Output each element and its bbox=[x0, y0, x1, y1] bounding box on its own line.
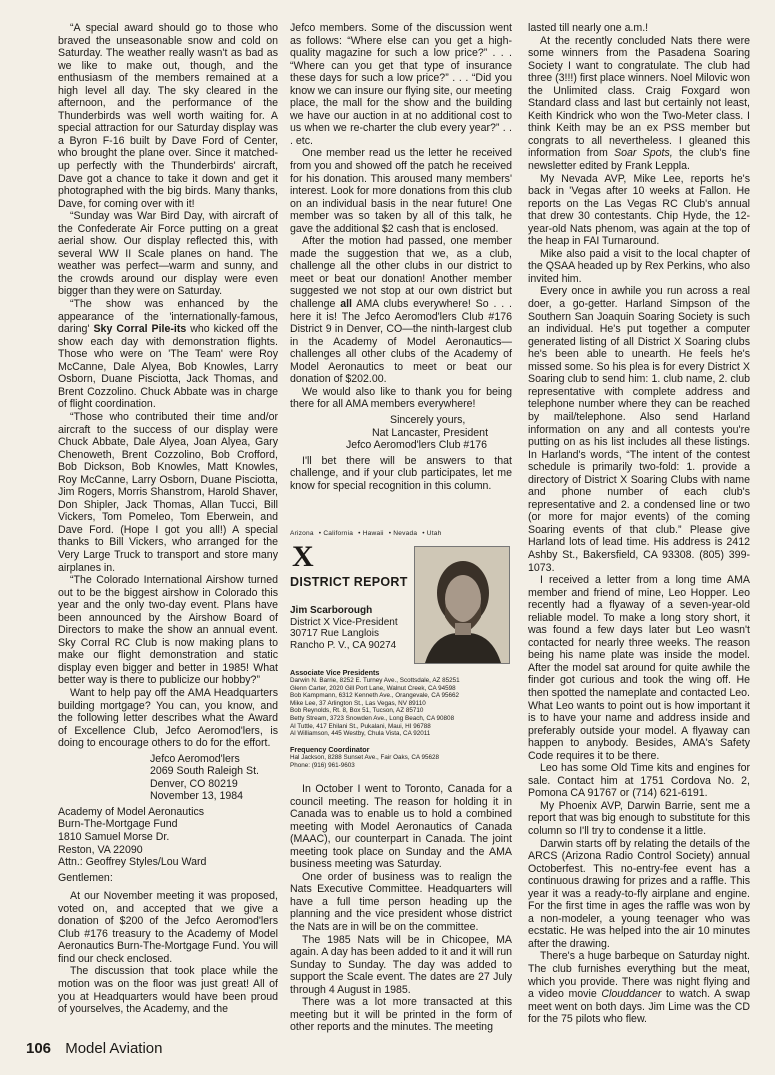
paragraph: In October I went to Toronto, Canada for a council meeting. The reason for holding it in Canada was to enable us to hold a combined meeting with Model Aeronautics of Canada (MAAC), our counterpart in Canada. The joint meeting took place on Sunday and the AMA business meeting was Saturday. bbox=[290, 783, 512, 871]
district-report-box bbox=[290, 530, 512, 769]
column-middle-top bbox=[290, 22, 512, 527]
district-letter: X bbox=[292, 540, 314, 573]
paragraph: My Nevada AVP, Mike Lee, reports he's back in 'Vegas after 10 weeks at Fallon. He reports on the Las Vegas RC Club's annual that drew 30 contestants. Chip Hyde, the 12-year-old Nats phenom, was again at the top of the heap in FAI Turnaround. bbox=[528, 172, 750, 248]
vice-president-info: Jim Scarborough District X Vice-President 30717 Rue Langlois Rancho P. V., CA 90274 bbox=[290, 605, 398, 651]
paragraph: After the motion had passed, one member made the suggestion that we, as a club, challenge all the other clubs in our district to meet or beat our donation! Another member suggested we not stop at our own district but challenge all AMA clubs everywhere! So . . . here it is! The Jefco Aeromod'lers Club #176 District 9 in Denver, CO—the ninth-largest club in the Academy of Model Aeronautics—challenges all other clubs of the Academy of Model Aeronautics to meet or beat our donation of $202.00. bbox=[290, 235, 512, 386]
salutation: Gentlemen: bbox=[58, 871, 113, 884]
paragraph: The discussion that took place while the motion was on the floor was just great! All of you at Headquarters would have been proud of yourselves, the Academy, and the bbox=[58, 965, 278, 1016]
paragraph: I received a letter from a long time AMA member and friend of mine, Leo Hopper. Leo recently had a flyaway of a seven-year-old reliable model. To make a long story short, it was found a few days later but Leo wasn't contacted for nearly three weeks. The reason being his name plate was inside the model. After the model sat around for quite awhile the finder got curious and took the wing off. He then spotted the nameplate and contacted Leo. What Leo wants to point out is how important it is to have your name and address inside and preferably outside your model. A flyaway can happen to anybody. Besides, AMA's Safety Code requires it to be there. bbox=[528, 574, 750, 762]
paragraph: “A special award should go to those who braved the unseasonable snow and cold on Saturday. The weather really wasn't as bad as we like to make out, though, and the enthusiasm of the members remained at a high level all day. The sky cleared in the afternoon, and the performance of the Thunderbirds was well worth waiting for. A special attraction for our Saturday display was a Byron F-16 built by Dave Ford of Center, who brought the plane over. Since it matched-up perfectly with the Thunderbirds' aircraft, Dave got a chance to take it down and get it photographed with the big birds. Many thanks, Dave, for coming over with it! bbox=[58, 22, 278, 210]
paragraph: Mike also paid a visit to the local chapter of the QSAA headed up by Rex Perkins, who also invited him. bbox=[528, 247, 750, 285]
page-number: 106 bbox=[26, 1040, 52, 1057]
report-title: DISTRICT REPORT bbox=[290, 575, 408, 589]
column-middle-bottom bbox=[290, 783, 512, 1033]
club-name-highlight: Sky Corral Pile-its bbox=[93, 323, 187, 336]
page-footer bbox=[26, 1040, 163, 1057]
paragraph: I'll bet there will be answers to that challenge, and if your club participates, let me know for special recognition in this column. bbox=[290, 454, 512, 492]
paragraph: The 1985 Nats will be in Chicopee, MA again. A day has been added to it and it will run Sunday to Sunday. The day was added to support the Scale event. The dates are 27 July through 4 August in 1985. bbox=[290, 933, 512, 996]
associate-vps: Associate Vice Presidents Darwin N. Barrie, 8252 E. Turney Ave., Scottsdale, AZ 85251 Glenn Carter, 2020 Gill Port Lane, Walnut Creek, CA 94598 Bob Kampmann, 6312 Kenneth Ave., Orangevale, CA 95662 Mike Lee, 37 Arlington St., Las Vegas, NV 89110 Bob Reynolds, Rt. 8, Box 51, Tucson, AZ 85710 Betty Stream, 3723 Snowden Ave., Long Beach, CA 90808 Al Tuttle, 417 Ehilani St., Pukalani, Maui, HI 96788 Al Williamson, 445 Westby, Chula Vista, CA 92011 bbox=[290, 668, 460, 738]
magazine-name: Model Aviation bbox=[65, 1040, 163, 1057]
paragraph: One order of business was to realign the Nats Executive Committee. Headquarters will have a full time person heading up the planning and the vice president whose district the Nats are in will be on the committee. bbox=[290, 870, 512, 934]
paragraph: There was a lot more transacted at this meeting but it will be printed in the form of other reports and the minutes. The meeting bbox=[290, 996, 512, 1033]
frequency-coordinator: Frequency Coordinator Hal Jackson, 8288 Sunset Ave., Fair Oaks, CA 95628 Phone: (916) 961-9603 bbox=[290, 745, 439, 769]
paragraph: My Phoenix AVP, Darwin Barrie, sent me a report that was big enough to substitute for this column so I'll try to condense it a little. bbox=[528, 799, 750, 837]
paragraph: Want to help pay off the AMA Headquarters building mortgage? You can, you know, and the following letter describes what the Award of Excellence Club, Jefco Aeromod'lers, is doing to encourage others to do for the effort. bbox=[58, 686, 278, 750]
states-list: Arizona • California • Hawaii • Nevada • Utah bbox=[290, 530, 442, 537]
paragraph: At our November meeting it was proposed, voted on, and accepted that we give a donation of $200 of the Jefco Aeromod'lers Club #176 treasury to the Academy of Model Aeronautics Burn-The-Mortgage Fund. You will find our check enclosed. bbox=[58, 890, 278, 965]
author-photo bbox=[414, 546, 510, 664]
sender-address: Jefco Aeromod'lers 2069 South Raleigh St. Denver, CO 80219 November 13, 1984 bbox=[150, 752, 259, 803]
paragraph: We would also like to thank you for being there for all AMA members everywhere! bbox=[290, 385, 512, 411]
paragraph: Jefco members. Some of the discussion went as follows: “Where else can you get a high-quality magazine for such a low price?” . . . “Where can you get that type of insurance these days for such a low price?” . . . “Did you know we can insure our flying site, our meeting place, the mall for the show and the building we have our auction in at no additional cost to us when we re-charter the club every year?” . . . etc. bbox=[290, 22, 512, 147]
column-right bbox=[528, 22, 750, 1032]
recipient-address: Academy of Model Aeronautics Burn-The-Mortgage Fund 1810 Samuel Morse Dr. Reston, VA 22090 Attn.: Geoffrey Styles/Lou Ward bbox=[58, 805, 207, 869]
paragraph: “Those who contributed their time and/or aircraft to the success of our display were Chuck Abbate, Dale Alyea, Joan Alyea, Gary Chenoweth, Brent Cozzolino, Bob Crofford, Bob Dickson, Bob Knowles, Matt Knowles, Roy McCanne, Larry Osborn, Duane Pisciotta, Jim Rogers, Morris Shanstrom, Harold Shaver, Don Shipler, Jack Thomas, Allan Tucci, Bill Vickers, Tom Pomeleo, Tom Eberwein, and Dave Ford. (Hope I got you all!) A special thanks to Bill Vickers, who arranged for the Very Large Truck to transport and store many airplanes in. bbox=[58, 410, 278, 574]
paragraph: Leo has some Old Time kits and engines for sale. Contact him at 1751 Cordova No. 2, Pomona CA 91767 or (714) 621-6191. bbox=[528, 762, 750, 800]
letter-closing: Sincerely yours, Nat Lancaster, President Jefco Aeromod'lers Club #176 bbox=[346, 413, 489, 452]
paragraph: “The Colorado International Airshow turned out to be the biggest airshow in Colorado this year and the only two-day event. Plans have been announced by the Airshow Board of Directors to make the show an annual event. Sky Corral RC Club is now making plans to make our flight demonstration and static display even bigger and better in 1985! What better way is there to publicize our hobby?” bbox=[58, 574, 278, 687]
column-left bbox=[58, 22, 278, 1032]
paragraph: lasted till nearly one a.m.! bbox=[528, 22, 649, 34]
portrait-image bbox=[415, 547, 509, 663]
paragraph: Every once in awhile you run across a real doer, a go-getter. Harland Simpson of the Southern San Joaquin Soaring Society is such an individual. He's put together a computer generated listing of all District X Soaring clubs he's been able to unearth. He feels he's missed some. So his plea is for every District X Soaring club to send him: 1. club name, 2. club representative with complete address and telephone number where they can be reached by mail/telephone. Also send Harland information on any and all contests you're putting on as his list includes all these listings. In Harland's words, “The intent of the contest schedule is primarily two-fold: 1. provide a directory of District X Soaring Clubs with name and phone number of each club's representative and 2. a condensed line or two (or more for major events) of the coming Soaring events of that club.” Please give Harland lots of lead time. His address is 2412 Ashby St., Bakersfield, CA 93308. (805) 399-1073. bbox=[528, 285, 750, 574]
paragraph: Darwin starts off by relating the details of the ARCS (Arizona Radio Control Society) annual Octoberfest. This no-entry-fee event has a continuous drawing for prizes and a raffle. This year it was a ready-to-fly airplane and engine. For the first time in ages the raffle was won by a non-modeler, a young teenager who was ecstatic. He was helped into the air 10 minutes after the drawing. bbox=[528, 837, 750, 950]
paragraph: At the recently concluded Nats there were some winners from the Pasadena Soaring Society I want to congratulate. The club had three (3!!!) first place winners. Noel Milovic won the Unlimited class. Craig Foxgard won Standard class and last but certainly not least, Keith Kindrick who won the Two-Meter class. I think Keith may be an ex PSS member but congrats to all nevertheless. I gleaned this information from Soar Spots, the club's fine newsletter edited by Frank Leppla. bbox=[528, 34, 750, 173]
paragraph: “The show was enhanced by the appearance of the 'internationally-famous, daring' Sky Corral Pile-its who kicked off the show each day with demonstration flights. Those who were on 'The Team' were Roy McCanne, Dale Alyea, Bob Knowles, Larry Osborn, Duane Pisciotta, Jack Thomas, and Brent Cozzolino. Chuck Abbate was in charge of flight coordination. bbox=[58, 298, 278, 411]
paragraph: One member read us the letter he received from you and showed off the patch he received for his donation. This aroused many members' interest. Look for more donations from this club on an individual basis in the near future! One member was so taken by all of this talk, he gave the additional $2 cash that is enclosed. bbox=[290, 147, 512, 235]
paragraph: “Sunday was War Bird Day, with aircraft of the Confederate Air Force putting on a great aerial show. Our display reflected this, with several WW II Scale planes on hand. The weather was perfect—warm and sunny, and the crowds around our display were even bigger than they were on Saturday. bbox=[58, 210, 278, 298]
paragraph: There's a huge barbeque on Saturday night. The club furnishes everything but the meat, which you provide. There was night flying and a video movie Clouddancer to watch. A swap meet went on both days. Jim Lime was the CD for the 75 pilots who flew. bbox=[528, 950, 750, 1026]
